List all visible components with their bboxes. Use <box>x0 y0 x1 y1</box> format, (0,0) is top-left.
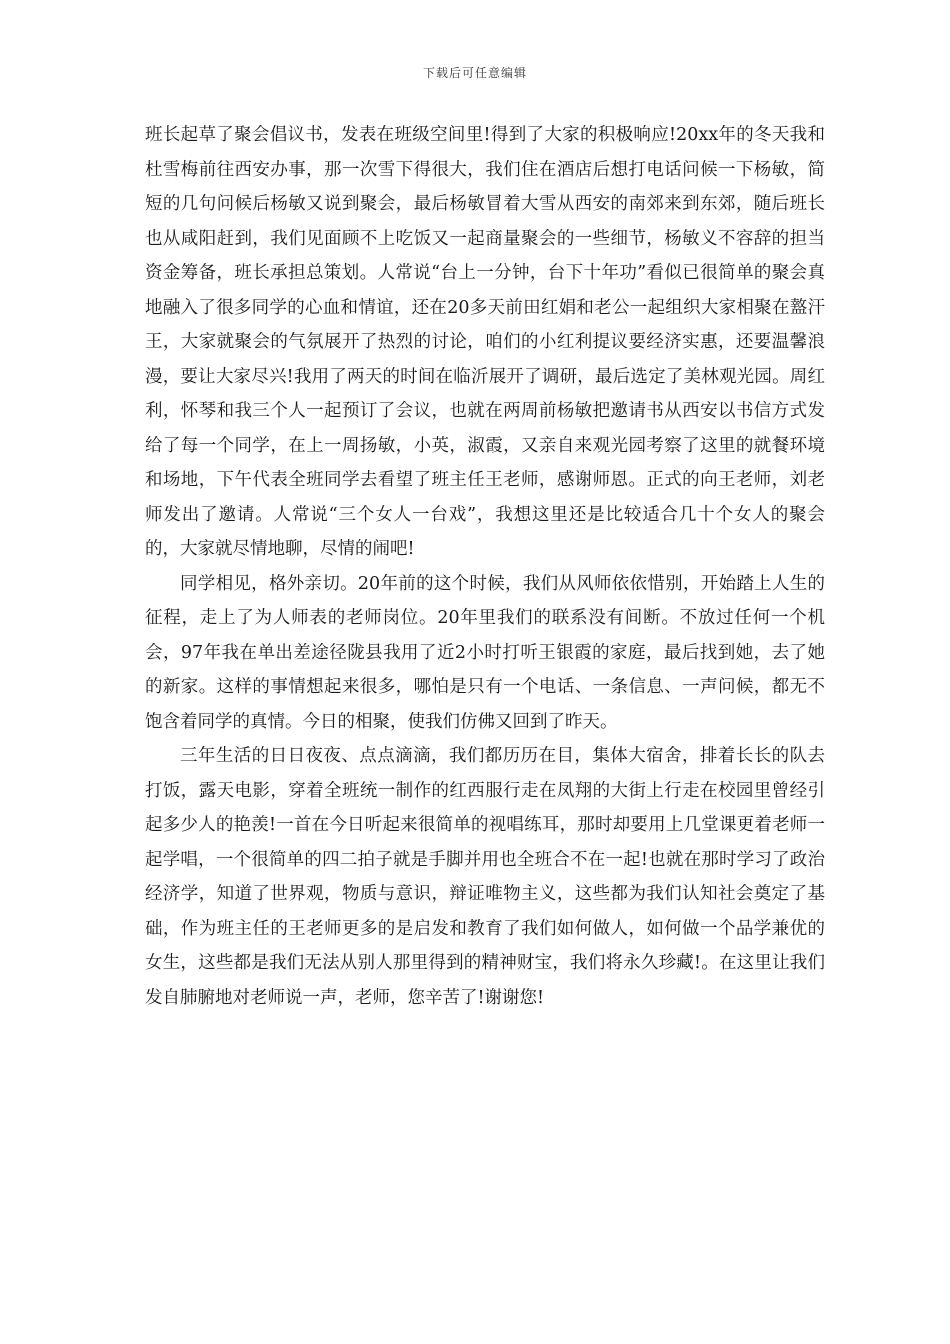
paragraph-2: 同学相见，格外亲切。20年前的这个时候，我们从风师依依惜别，开始踏上人生的征程，走上了为人师表的老师岗位。20年里我们的联系没有间断。不放过任何一个机会，97年我在单出差途径陇县我用了近2小时打听王银霞的家庭，最后找到她，去了她的新家。这样的事情想起来很多，哪怕是只有一个电话、一条信息、一声问候，都无不饱含着同学的真情。今日的相聚，使我们仿佛又回到了昨天。 <box>145 573 825 732</box>
paragraph-1: 班长起草了聚会倡议书，发表在班级空间里!得到了大家的积极响应!20xx年的冬天我和杜雪梅前往西安办事，那一次雪下得很大，我们住在酒店后想打电话问候一下杨敏，简短的几句问候后杨敏又说到聚会，最后杨敏冒着大雪从西安的南郊来到东郊，随后班长也从咸阳赶到，我们见面顾不上吃饭又一起商量聚会的一些细节，杨敏义不容辞的担当资金筹备，班长承担总策划。人常说“台上一分钟，台下十年功”看似已很简单的聚会真地融入了很多同学的心血和情谊，还在20多天前田红娟和老公一起组织大家相聚在盩汗王，大家就聚会的气氛展开了热烈的讨论，咱们的小红利提议要经济实惠，还要温馨浪漫，要让大家尽兴!我用了两天的时间在临沂展开了调研，最后选定了美林观光园。周红利，怀琴和我三个人一起预订了会议，也就在两周前杨敏把邀请书从西安以书信方式发给了每一个同学，在上一周扬敏，小英，淑霞，又亲自来观光园考察了这里的就餐环境和场地，下午代表全班同学去看望了班主任王老师，感谢师恩。正式的向王老师，刘老师发出了邀请。人常说“三个女人一台戏”，我想这里还是比较适合几十个女人的聚会的，大家就尽情地聊，尽情的闹吧! <box>145 125 825 559</box>
page-header: 下载后可任意编辑 <box>422 66 527 80</box>
paragraph-3: 三年生活的日日夜夜、点点滴滴，我们都历历在目，集体大宿舍，排着长长的队去打饭，露天电影，穿着全班统一制作的红西服行走在凤翔的大街上行走在校园里曾经引起多少人的艳羡!一首在今日听起来很简单的视唱练耳，那时却要用上几堂课更着老师一起学唱，一个很简单的四二拍子就是手脚并用也全班合不在一起!也就在那时学习了政治经济学，知道了世界观，物质与意识，辩证唯物主义，这些都为我们认知社会奠定了基础，作为班主任的王老师更多的是启发和教育了我们如何做人，如何做一个品学兼优的女生，这些都是我们无法从别人那里得到的精神财宝，我们将永久珍藏!。在这里让我们发自肺腑地对老师说一声，老师，您辛苦了!谢谢您! <box>145 746 825 1008</box>
document-body <box>145 118 825 1015</box>
